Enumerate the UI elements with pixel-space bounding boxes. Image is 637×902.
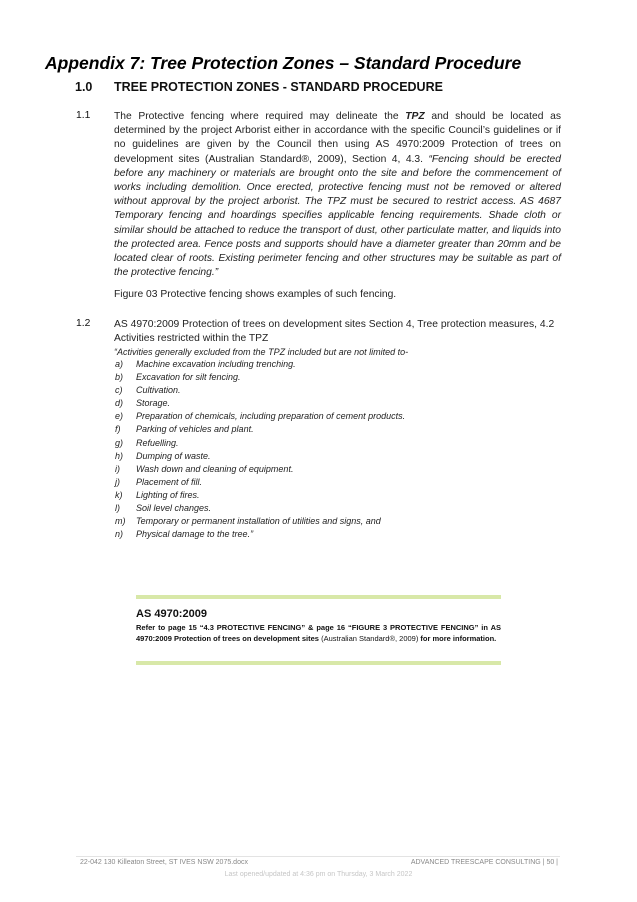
paragraph-1-1	[114, 110, 561, 280]
list-item-text: Placement of fill.	[136, 476, 203, 487]
list-item	[115, 477, 405, 490]
list-item-letter: b)	[115, 372, 124, 383]
list-item-text: Lighting of fires.	[136, 489, 200, 500]
section-number: 1.0	[75, 80, 93, 94]
tpz-term: TPZ	[405, 111, 425, 122]
list-item-letter: m)	[115, 516, 126, 527]
paragraph-1-1-text-b: and should be located as determined by the project Arborist either in accordance with the specific Council’s guidelines or if no guidelines are given by the Council then using AS 4970:2009 Protection of trees on development sites (Australian Standard®, 2009), Section 4, 4.3.	[114, 111, 561, 165]
list-item	[115, 372, 405, 385]
list-item	[115, 464, 405, 477]
list-item	[115, 424, 405, 437]
list-item-letter: h)	[115, 450, 124, 461]
list-item	[115, 359, 405, 372]
note-box-bottom-rule	[136, 661, 501, 665]
note-box-text	[136, 623, 501, 644]
list-item-letter: d)	[115, 398, 124, 409]
list-item-letter: a)	[115, 359, 124, 369]
list-item-text: Physical damage to the tree.”	[136, 529, 254, 540]
list-item-letter: e)	[115, 411, 124, 422]
section-title: TREE PROTECTION ZONES - STANDARD PROCEDURE	[114, 80, 443, 94]
list-item	[115, 490, 405, 503]
list-item-letter: i)	[115, 463, 120, 474]
list-item	[115, 438, 405, 451]
appendix-title: Appendix 7: Tree Protection Zones – Standard Procedure	[45, 53, 522, 73]
list-item	[115, 529, 405, 542]
list-item-text: Machine excavation including trenching.	[136, 359, 296, 369]
list-item-letter: n)	[115, 529, 124, 540]
list-item-letter: j)	[115, 476, 120, 487]
list-item-text: Parking of vehicles and plant.	[136, 424, 254, 435]
note-box-top-rule	[136, 595, 501, 599]
list-item-text: Wash down and cleaning of equipment.	[136, 463, 294, 474]
footer-divider	[76, 856, 560, 857]
list-item-text: Temporary or permanent installation of utilities and signs, and	[136, 516, 381, 527]
list-item	[115, 398, 405, 411]
list-item-text: Storage.	[136, 398, 171, 409]
footer-filename: 22-042 130 Killeaton Street, ST IVES NSW 2075.docx	[80, 859, 248, 866]
list-item-text: Preparation of chemicals, including preparation of cement products.	[136, 411, 406, 422]
note-box-title: AS 4970:2009	[136, 608, 207, 620]
list-item	[115, 411, 405, 424]
footer-company-page: ADVANCED TREESCAPE CONSULTING | 50 |	[410, 859, 558, 866]
note-box-text-a: Refer to page 15 “4.3 PROTECTIVE FENCING” & page 16 “FIGURE 3 PROTECTIVE FENCING” in AS 4970:2009 Protection of trees on development sites	[136, 623, 501, 643]
list-item-letter: c)	[115, 385, 123, 396]
list-item	[115, 451, 405, 464]
list-item	[115, 385, 405, 398]
paragraph-1-2-heading: AS 4970:2009 Protection of trees on development sites Section 4, Tree protection measures, 4.2 Activities restricted within the TPZ	[114, 319, 555, 345]
activity-list	[115, 359, 405, 542]
figure-reference: Figure 03 Protective fencing shows examples of such fencing.	[114, 289, 397, 300]
paragraph-1-1-quote: “Fencing should be erected before any machinery or materials are brought onto the site and before the commencement of works including demolition. Once erected, protective fencing must not be removed or altered without approval by the project arborist. The TPZ must be secured to restrict access. AS 4687 Temporary fencing and hoardings specifies applicable fencing requirements. Shade cloth or similar should be attached to reduce the transport of dust, other particulate matter, and liquids into the protected area. Fence posts and supports should have a diameter greater than 20mm and be located clear of roots. Existing perimeter fencing and other structures may be suitable as part of the protective fencing.”	[114, 153, 561, 279]
list-item-text: Refuelling.	[136, 437, 179, 448]
list-item-text: Excavation for silt fencing.	[136, 372, 241, 383]
activities-intro: “Activities generally excluded from the TPZ included but are not limited to-	[114, 347, 409, 357]
paragraph-1-1-text-a: The Protective fencing where required may delineate the	[114, 111, 406, 122]
note-box-citation: (Australian Standard®, 2009)	[321, 633, 419, 643]
footer-last-updated: Last opened/updated at 4:36 pm on Thursday, 3 March 2022	[224, 871, 413, 878]
list-item-text: Dumping of waste.	[136, 450, 211, 461]
paragraph-number-1-1: 1.1	[76, 110, 91, 121]
list-item-letter: l)	[115, 503, 120, 514]
list-item-letter: f)	[115, 424, 121, 435]
list-item	[115, 516, 405, 529]
list-item	[115, 503, 405, 516]
list-item-letter: g)	[115, 437, 124, 448]
note-box-text-b: for more information.	[418, 633, 497, 643]
list-item-text: Soil level changes.	[136, 503, 212, 514]
list-item-letter: k)	[115, 489, 123, 500]
paragraph-number-1-2: 1.2	[76, 318, 91, 329]
list-item-text: Cultivation.	[136, 385, 181, 396]
